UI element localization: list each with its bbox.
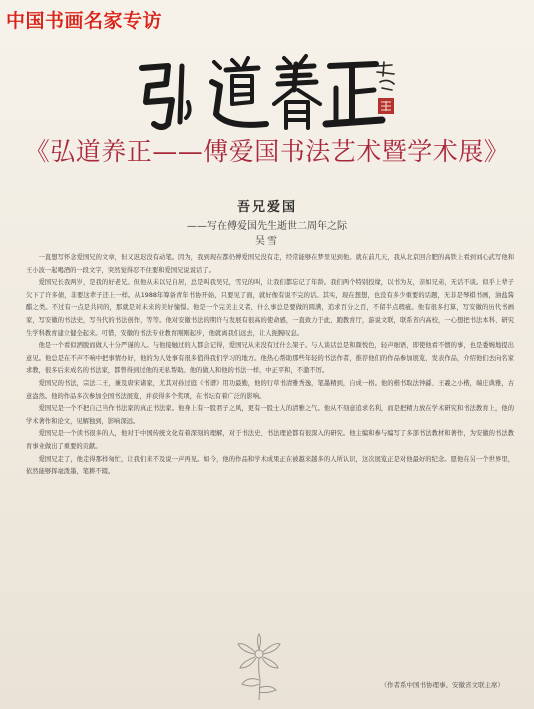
calligraphy-artwork <box>128 44 388 136</box>
article-author: 吴雪 <box>255 236 279 247</box>
site-banner: 中国书画名家专访 <box>6 10 163 32</box>
article-paragraph: 爱国兄是一个不把自己当作书法家的真正书法家。他身上有一股君子之风，更有一股士人的清雅之气。他从不刻意追求名利，而是把精力放在学术研究和书法教育上，他的学术著作和论文，见解独到，影响深远。 <box>26 405 514 425</box>
article-subtitle: ——写在傅爱国先生逝世二周年之际 <box>187 221 347 232</box>
article-paragraph: 爱国兄是一个读书很多的人，他对于中国传统文化有着深刻的理解，对于书法史、书法理论都有很深入的研究。他主编和参与编写了多部书法教材和著作，为安徽的书法教育事业做出了重要的贡献。 <box>26 430 514 450</box>
article-paragraph: 爱国兄长我两岁，是我的好老兄。但他从未以兄自居，总是叫我吴兄，雪兄的叫，让我们都忘记了年龄。我们两个特别投缘，以书为友，亲如兄弟，无话不谈。似乎上辈子欠下了许多债，非要这辈子还上一样。从1988年筹备青年书协开始，只要见了面，就好像有说不完的话。其实，现在想想，也没有多少重要的话题，无非是琴棋书画，油盐酱醋之类。不过有一点是共同的，那就是对未来的美好憧憬。他是一个完美主义者，什么事总是要做的圆满，追求百分之百，不留半点瑕疵。他有很多打算，写安徽的历代书画家，写安徽的书法史，写当代的书法创作，等等。他对安徽书法的期许与发展有很高的使命感，一直致力于此，跑教育厅，游说文联，联系省内高校，一心想把书法本科、研究生学科教育建立健全起来。可惜，安徽的书法专业教育刚刚起步，他就离我们远去，让人扼腕叹息。 <box>26 279 514 337</box>
article-paragraph: 一直想写怀念爱国兄的文章，但又迟迟没有动笔。因为，我到现在都仍傅爱国兄没有走，经常能够在梦里见到他。就在前几天，我从北京回合肥的高铁上看到刘心武写他和王小波一起喝酒的一段文字，突然觉得忍不住要和爱国兄说说话了。 <box>26 254 514 274</box>
artist-signature-seal <box>372 60 402 116</box>
article-paragraph: 他是一个看似洒脱而做人十分严谨的人。与他接触过的人都会记得，爱国兄从来没有过什么架子。与人谈话总是和颜悦色，轻声细语，即使他看不惯的事，也是委婉地提出意见。他总是在不声不响中把事情办好，他的为人处事有很多值得我们学习的地方。他热心帮助那些年轻的书法作者，推荐他们的作品参加展览，发表作品，介绍他们去向名家求教，很多后来成名的书法家，都曾得到过他的无私帮助。他的做人和他的书法一样，中正平和，不激不厉。 <box>26 342 514 375</box>
exhibition-title: 《弘道养正——傅爱国书法艺术暨学术展》 <box>24 137 510 166</box>
article-paragraph: 爱国兄走了，他走得那样匆忙，让我们来不及说一声再见。如今，他的作品和学术成果正在被越来越多的人所认识，这次展览正是对他最好的纪念。愿他在另一个世界里，依然能够挥毫泼墨，笔耕不辍。 <box>26 455 514 476</box>
article-body <box>26 252 514 479</box>
author-footnote: （作者系中国书协理事、安徽省文联主席） <box>380 681 504 689</box>
article-title: 吾兄爱国 <box>236 200 297 215</box>
chrysanthemum-illustration <box>226 632 292 702</box>
article-paragraph: 爱国兄的书法，宗法二王，兼及唐宋诸家，尤其对孙过庭《书谱》用功最勤，他的行草书清雅秀逸，笔墨精到，自成一格。他的楷书取法钟繇、王羲之小楷，端庄典雅，古意盎然。他的作品多次参加全国书法展览，并获得多个奖项，在书坛有着广泛的影响。 <box>26 379 514 400</box>
